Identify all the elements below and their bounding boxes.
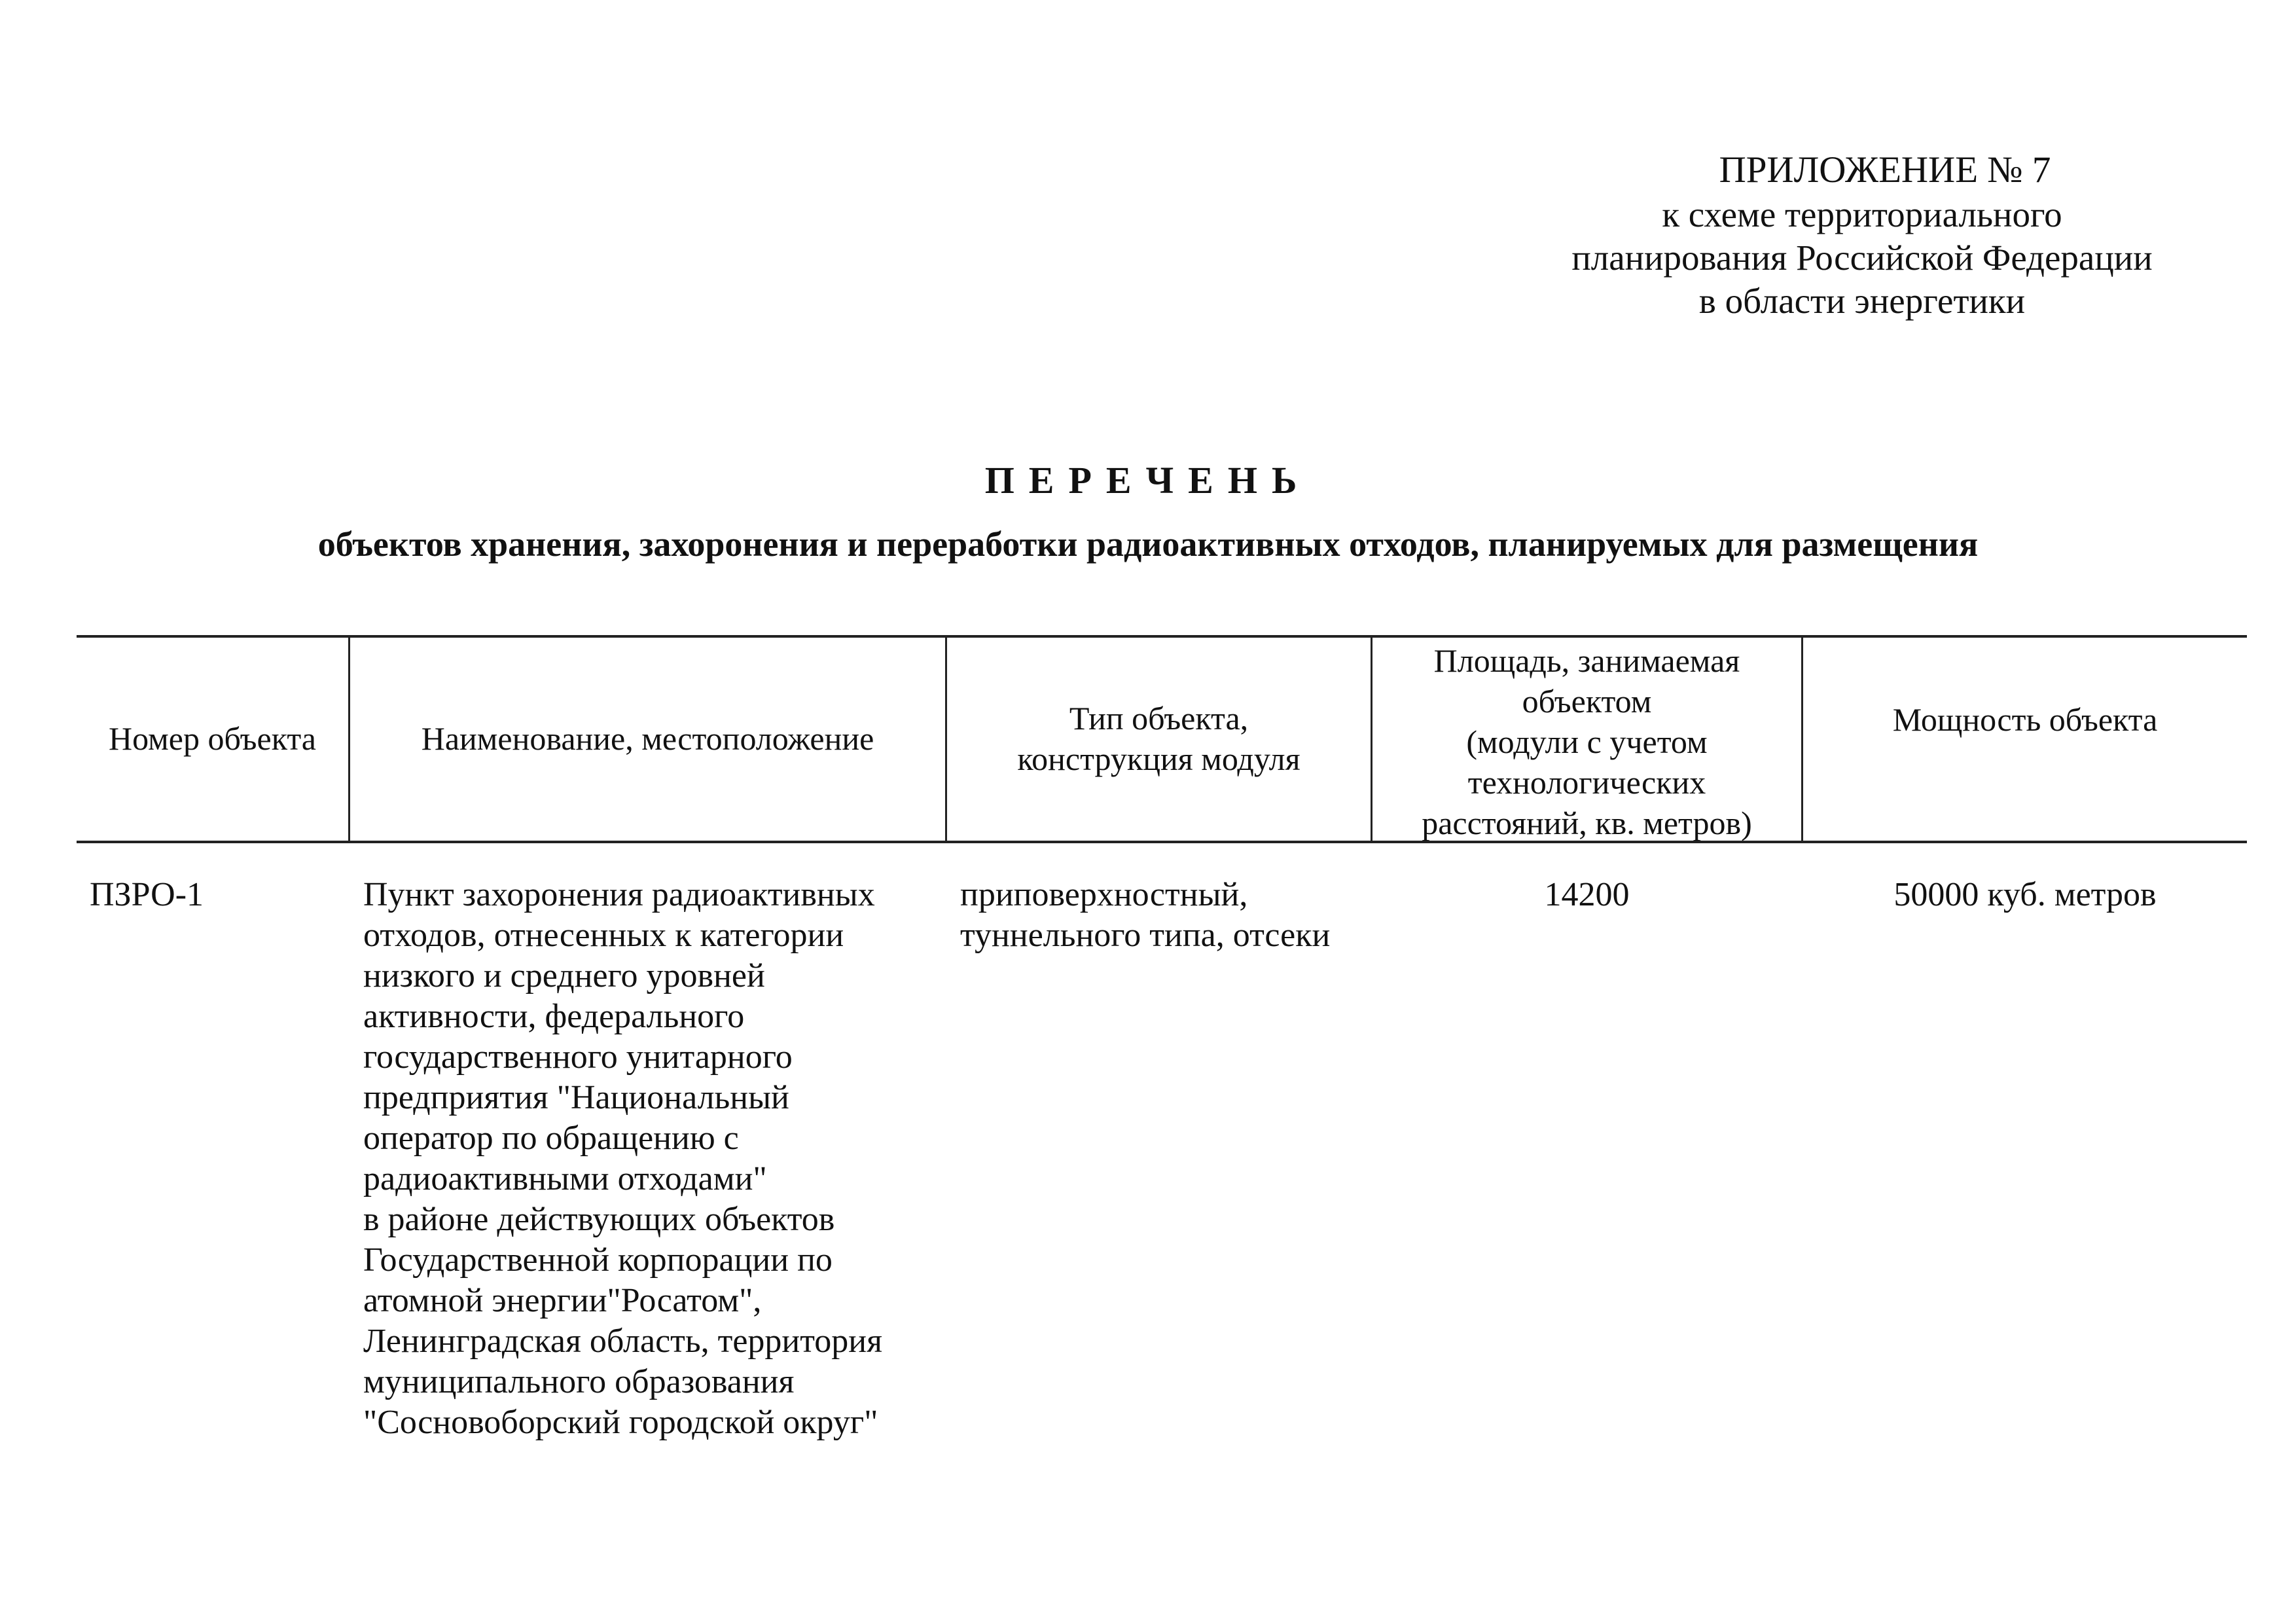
appendix-line: в области энергетики xyxy=(1698,281,2026,321)
row-type: приповерхностный, туннельного типа, отсеки xyxy=(960,876,1331,954)
column-header-capacity xyxy=(1803,635,2247,842)
row-number: ПЗРО-1 xyxy=(90,876,204,913)
appendix-block xyxy=(1525,147,2199,323)
column-header-name-label: Наименование, местоположение xyxy=(421,720,874,757)
column-header-name xyxy=(350,635,945,842)
row-capacity: 50000 куб. метров xyxy=(1893,876,2157,913)
row-name-location: Пункт захоронения радиоактивных отходов, отнесенных к категории низкого и среднего уровней активности, федерального государственного унитарного предприятия "Национальный оператор по обращению с радиоактивными отходами" в районе действующих объектов Государственной корпорации по атомной энергии"Росатом", Ленинградская область, территория муниципального образования "Сосновоборский городской округ" xyxy=(363,876,883,1441)
document-title: ПЕРЕЧЕНЬ xyxy=(984,459,1312,501)
column-header-area-label: Площадь, занимаемая объектом (модули с учетом технологических расстояний, кв. метров) xyxy=(1422,642,1752,841)
column-header-capacity-label: Мощность объекта xyxy=(1892,701,2158,738)
appendix-title: ПРИЛОЖЕНИЕ № 7 xyxy=(1719,149,2051,191)
column-header-type xyxy=(947,635,1371,842)
column-header-number-label: Номер объекта xyxy=(108,720,317,757)
column-header-area xyxy=(1372,635,1801,842)
appendix-line: планирования Российской Федерации xyxy=(1571,238,2153,278)
document-subtitle: объектов хранения, захоронения и переработки радиоактивных отходов, планируемых для размещения xyxy=(317,524,1979,564)
objects-table xyxy=(77,635,2247,1473)
appendix-line: к схеме территориального xyxy=(1662,194,2062,234)
row-area: 14200 xyxy=(1544,876,1630,913)
column-header-type-label: Тип объекта, конструкция модуля xyxy=(1017,700,1300,777)
column-header-number xyxy=(77,635,348,842)
